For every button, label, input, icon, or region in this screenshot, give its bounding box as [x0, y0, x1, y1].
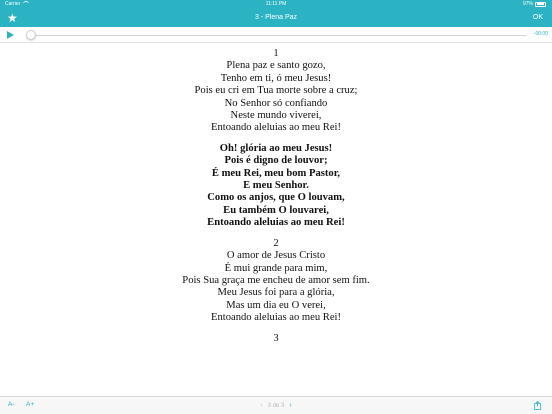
chorus-line: Como os anjos, que O louvam, [207, 192, 345, 204]
progress-slider-thumb[interactable] [26, 30, 36, 40]
chorus-line: Oh! glória ao meu Jesus! [219, 142, 333, 154]
audio-player [0, 27, 552, 43]
lyric-line: Pois eu cri em Tua morte sobre a cruz; [194, 85, 358, 97]
lyric-line: Entoando aleluias ao meu Rei! [210, 312, 342, 324]
increase-font-button[interactable]: A+ [26, 401, 35, 408]
lyric-line: Entoando aleluias ao meu Rei! [210, 122, 342, 134]
chorus-line: E meu Senhor. [243, 180, 309, 192]
share-icon[interactable] [534, 401, 542, 410]
stanza-number: 1 [273, 48, 279, 59]
stanza-3 [0, 333, 552, 345]
navigation-bar [0, 9, 552, 27]
lyric-line: No Senhor só confiando [224, 97, 328, 109]
chorus-line: É meu Rei, meu bom Pastor, [211, 167, 341, 179]
stanza-1 [0, 48, 552, 135]
lyric-line: Neste mundo viverei, [230, 110, 322, 122]
lyric-line: O amor de Jesus Cristo [226, 250, 326, 262]
lyric-line: Plena paz e santo gozo, [226, 60, 326, 72]
stanza-number: 2 [273, 237, 279, 249]
lyric-line: Tenho em ti, ó meu Jesus! [220, 72, 332, 84]
chorus [0, 143, 552, 230]
play-icon[interactable] [7, 31, 14, 39]
bottom-toolbar [0, 396, 552, 414]
ok-button[interactable]: OK [532, 14, 543, 21]
status-time: 11:11 PM [265, 1, 287, 7]
stanza-2 [0, 238, 552, 325]
chevron-left-icon[interactable]: ‹ [260, 402, 263, 409]
hymn-title: 3 - Plena Paz [254, 14, 298, 21]
chevron-right-icon[interactable]: › [289, 402, 292, 409]
status-bar [0, 0, 552, 9]
lyric-line: Mas um dia eu O verei, [226, 299, 326, 311]
chorus-line: Eu também O louvarei, [223, 204, 329, 216]
lyric-line: Meu Jesus foi para a glória, [217, 287, 335, 299]
lyric-line: Pois Sua graça me encheu de amor sem fim. [182, 274, 370, 286]
chorus-line: Entoando aleluias ao meu Rei! [207, 217, 345, 229]
stanza-number: 3 [273, 332, 279, 344]
page-count: 3 de 3 [267, 403, 285, 409]
battery-percent: 97% [522, 1, 533, 7]
page-indicator [0, 397, 552, 414]
battery-icon [535, 2, 546, 7]
star-icon[interactable]: ★ [7, 11, 18, 25]
carrier-label: Carrier [5, 1, 29, 7]
battery-indicator [523, 1, 546, 7]
progress-track[interactable] [32, 35, 526, 36]
remaining-time: -00:00 [533, 31, 548, 37]
chorus-line: Pois é digno de louvor; [224, 155, 328, 167]
lyric-line: É mui grande para mim, [224, 262, 328, 274]
lyrics-content[interactable] [0, 43, 552, 396]
decrease-font-button[interactable]: A- [8, 401, 15, 408]
